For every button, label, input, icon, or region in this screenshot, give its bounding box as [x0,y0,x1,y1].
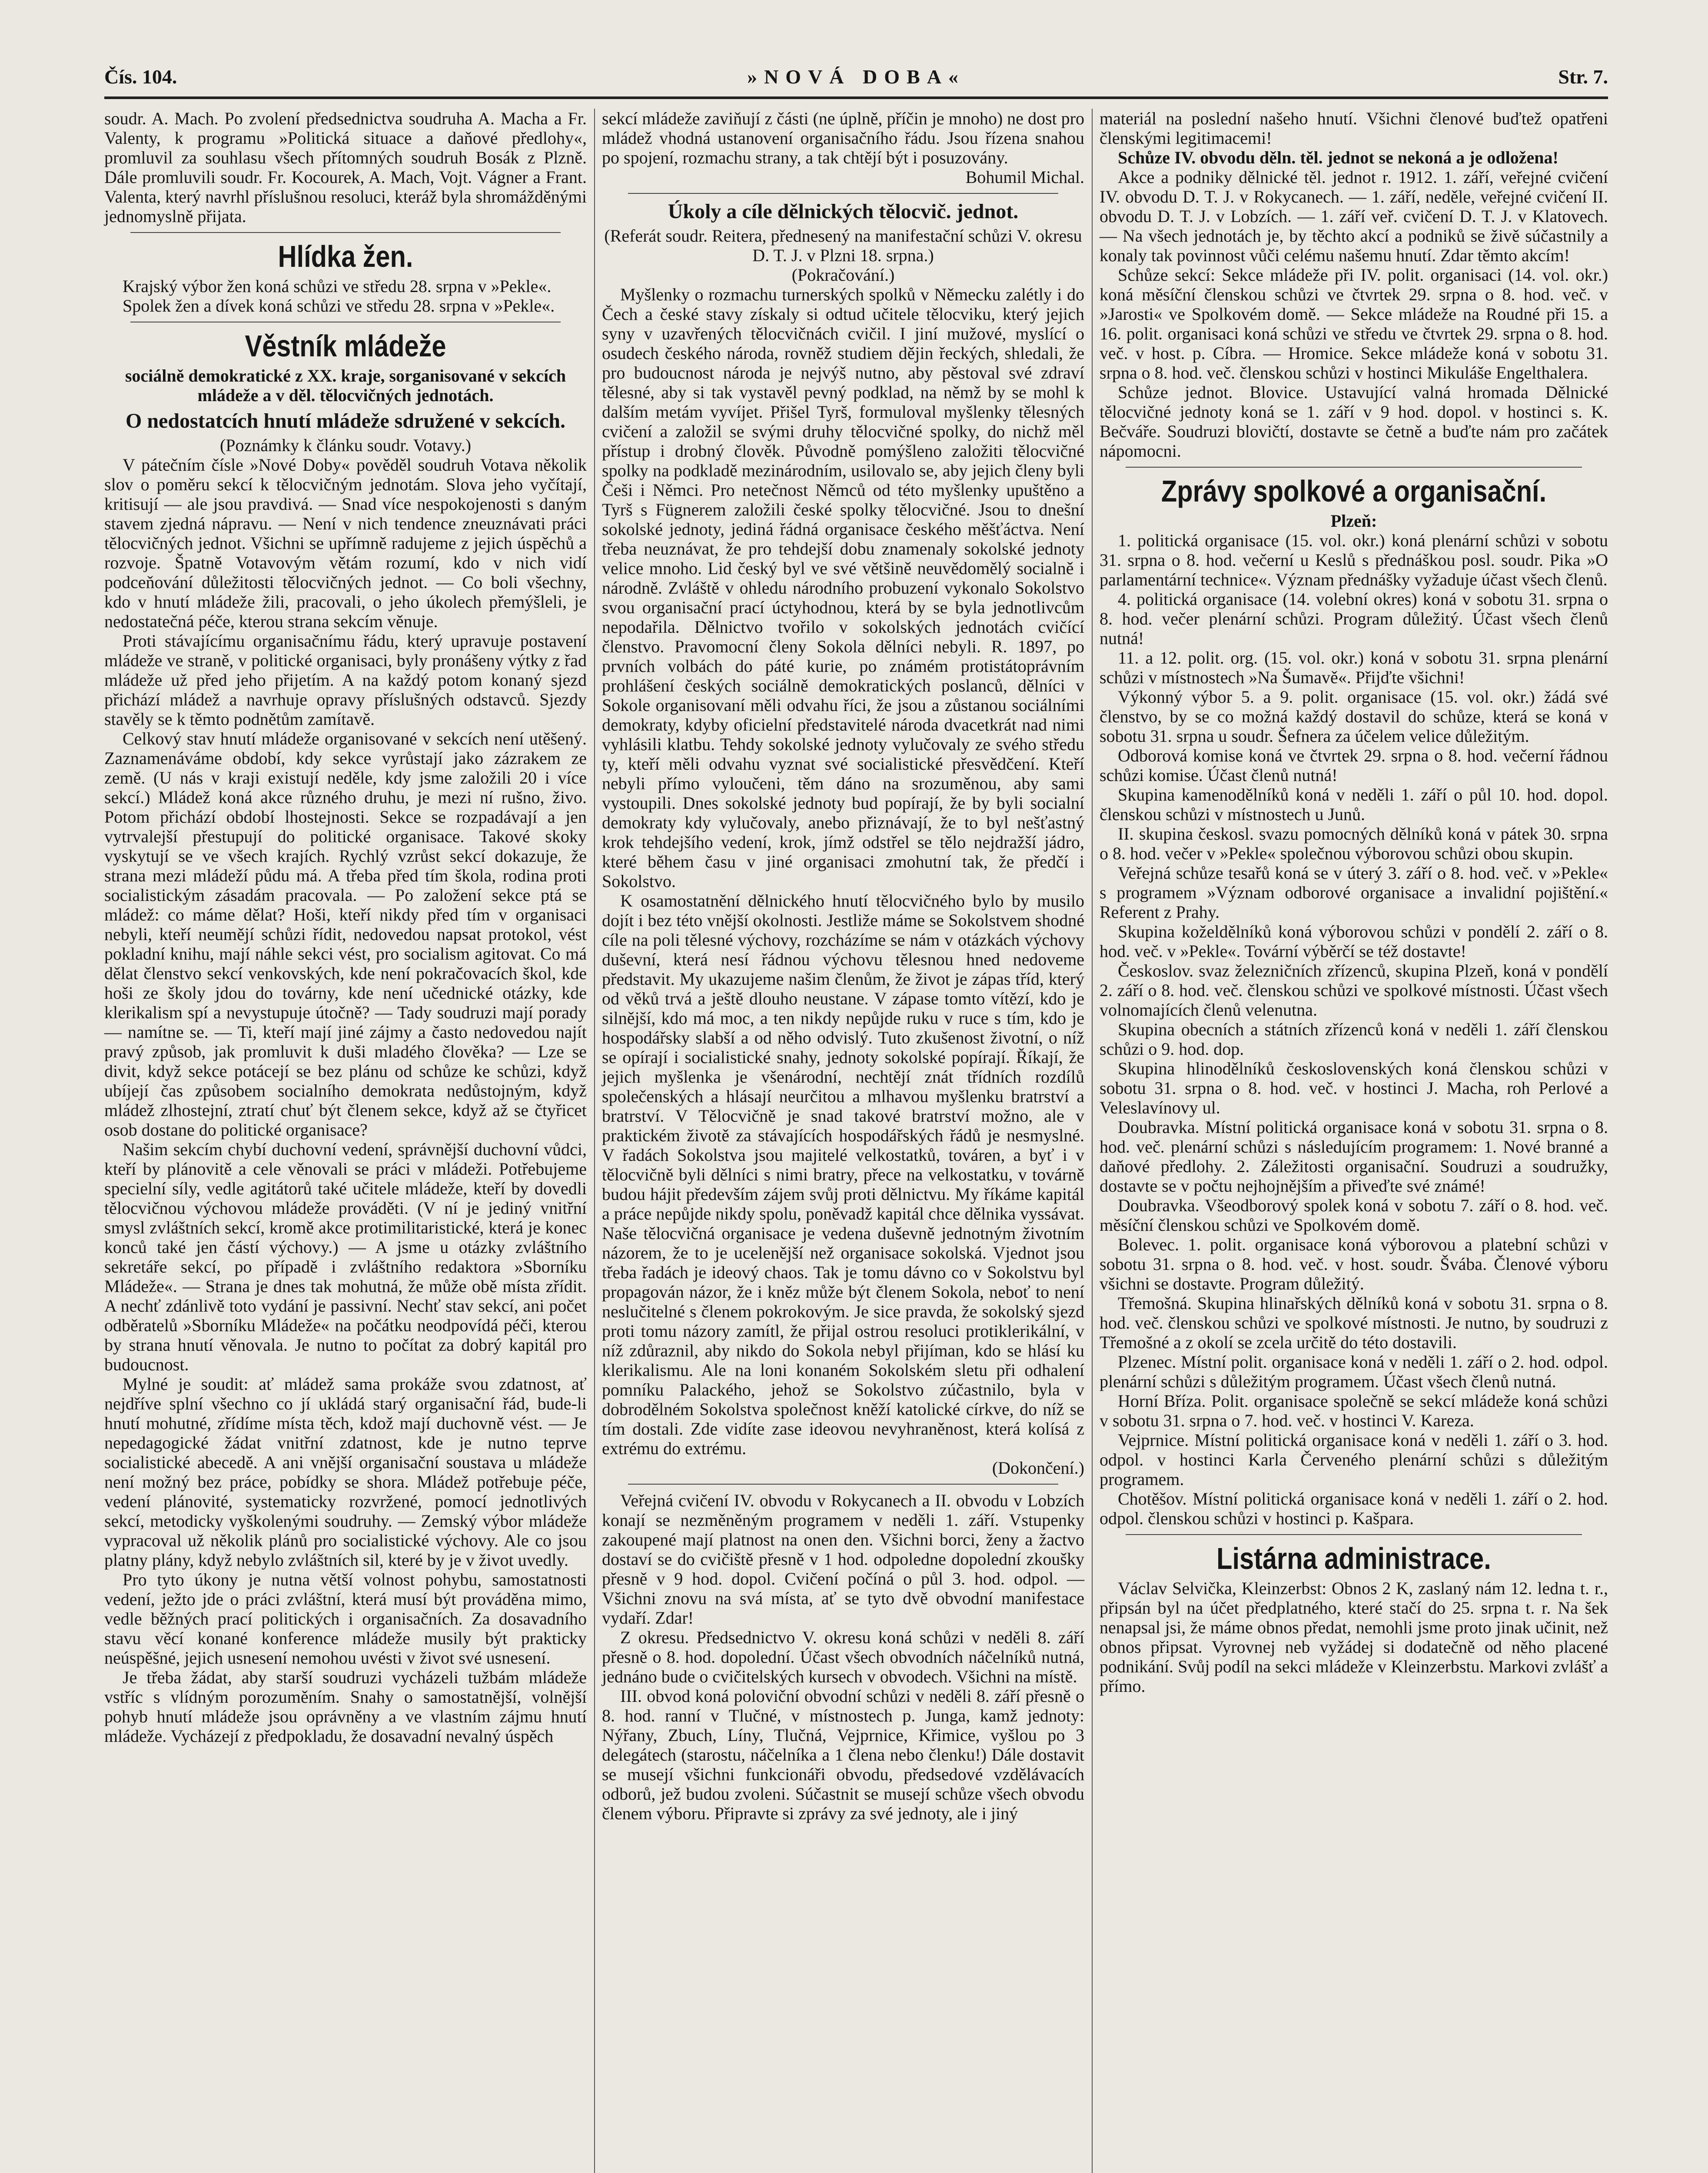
paragraph: Myšlenky o rozmachu turnerských spolků v Německu zalétly i do Čech a české stavy získaly si odtud učitele tělocviku, který jejich syny v uzavřených tělocvičnách cvičil. I jiní mužové, myslící o osudech českého národa, rovněž studiem dějin řeckých, shledali, že pro budoucnost národa je nejvýš nutno, aby pěstoval své zdraví tělesné, aby si tak vystavěl pevný podklad, na němž by se mohl k dalším metám vyvíjet. Přišel Tyrš, formuloval myšlenky tělesných cvičení a založil se svými druhy tělocvičné spolky, do nichž měl přístup i drobný člověk. Původně pomýšleno založiti tělocvičné spolky na podkladě mezinárodním, usilovalo se, aby jejich členy byli Češi i Němci. Pro netečnost Němců od této myšlenky upuštěno a Tyrš s Fügnerem založili české spolky tělocvičné. Jsou to dnešní sokolské jednoty, jediná řádná organisace českého měšťáctva. Není třeba neuznávat, že pro tehdejší dobu znamenaly sokolské jednoty velice mnoho. Lid český byl ve své většině neuvědomělý socialně i národně. Zvláště v ohledu národního probuzení vykonalo Sokolstvo svou organisační prací úctyhodnou, která by se byla jednotlivcům nepodařila. Dělnictvo tvořilo v sokolských jednotách cvičící členstvo. Pravomocní členy Sokola dělníci nebyli. R. 1897, po prvních volbách do páté kurie, po známém protistátoprávním prohlášení českých sociálně demokratických poslanců, dělníci v Sokole organisovaní měli odvahu říci, že jsou a zůstanou sociálními demokraty, kdyby oficielní představitelé národa dvacetkrát nad nimi vyhlásili klatbu. Tehdy sokolské jednoty vylučovaly ze svého středu ty, kteří měli odvahu vyznat své socialistické přesvědčení. Kteří nebyli přímo vyloučeni, těm dáno na srozuměnou, aby sami vystoupili. Dnes sokolské jednoty bud popírají, že by byli socialní demokraty kdy vylučovaly, anebo přiznávají, že to byl nešťastný krok tehdejšího vedení, krok, jímž odstřel se tělo nejdražší jádro, které během času v jiné organisaci zmohutní tak, že předčí i Sokolstvo. [602,285,1084,891]
notice: Spolek žen a dívek koná schůzi ve středu 28. srpna v »Pekle«. [123,296,555,316]
continuation-note: (Pokračování.) [791,265,895,285]
paragraph: Mylné je soudit: ať mládež sama prokáže svou zdatnost, ať nejdříve splní všechno co jí ukládá starý organisační řád, bude-li hnutí mohutné, zřídíme místa těch, kdož mají duchovně vést. — Je nepedagogické žádat vnitřní zdatnost, kde je nutno teprve socialistické abecedě. A ani vnější organisační soustava u mládeže není možný bez práce, pobídky se shora. Mládež potřebuje péče, vedení plánovité, systematicky rozvržené, pomocí jednotlivých sekcí, metodicky vyškolenými soudruhy. — Zemský výbor mládeže vypracoval už několik plánů pro socialistické výchovy. Ale co jsou platny plány, když nebylo zvláštních sil, které by je v život uvedly. [104,1374,587,1570]
section-title-vestnik: Věstník mládeže [245,329,446,363]
divider [628,193,1058,194]
notice: Třemošná. Skupina hlinařských dělníků koná v sobotu 31. srpna o 8. hod. več. členskou schůzi ve spolkové místnosti. Je nutno, by soudruzi z Třemošné a z okolí se zcela určitě do této dostavili. [1100,1293,1608,1352]
notice: Českoslov. svaz železničních zřízenců, skupina Plzeň, koná v pondělí 2. září o 8. hod. več. členskou schůzi ve spolkové místnosti. Účast všech volnomajících členů velenutna. [1100,961,1608,1020]
column-divider [594,109,595,2173]
article-title: Úkoly a cíle dělnických tělocvič. jednot. [668,200,1019,223]
section-title-zpravy: Zprávy spolkové a organisační. [1161,474,1547,508]
notice: 11. a 12. polit. org. (15. vol. okr.) koná v sobotu 31. srpna plenární schůzi v místnostech »Na Šumavě«. Přijďte všichni! [1100,648,1608,687]
section-subtitle: sociálně demokratické z XX. kraje, sorganisované v sekcích mládeže a v děl. tělocvičných jednotách. [125,366,566,405]
column-divider [1092,109,1093,2173]
page-header [104,65,1608,91]
divider [1126,1534,1582,1535]
paragraph: K osamostatnění dělnického hnutí tělocvičného bylo by musilo dojít i bez této vnější okolnosti. Jestliže máme se Sokolstvem shodné cíle na poli tělesné výchovy, rozcházíme se nám v otázkách výchovy duševní, která nesí řádnou výchovu tělesnou hned nedoveme představit. My ukazujeme našim členům, že život je zápas tříd, který od věků trvá a ještě dlouho neustane. V zápase tomto vítězí, kdo je silnější, kdo má moc, a ten nikdy nepůjde ruku v ruce s tím, kdo je hospodářsky slabší a od něho odvislý. Tuto zkušenost životní, o níž se opírají i socialistické snahy, jednoty sokolské popírají. Říkají, že jejich myšlenka je všenárodní, nechtějí znát třídních rozdílů společenských a hlásají neurčitou a mlhavou myšlenku bratrství a bratrství. V Tělocvičně je snad takové bratrství možno, ale v praktickém životě za stávajících hospodářských řádů je nesmyslné. V řadách Sokolstva jsou majitelé velkostatků, továren, a byť i v tělocvičně byli dělníci s nimi bratry, přece na velkostatku, v továrně budou hájit především zájem svůj proti dělnictvu. My říkáme kapitál a práce nepůjde nikdy spolu, poněvadž kapitál chce dělnika vyssávat. Naše tělocvičná organisace je vedena duševně jednotným životním názorem, že to je ucelenější než organisace sokolská. Vjednot jsou třeba řadách je ideový chaos. Tak je tomu dávno co v Sokolstvu byl propagován názor, že i kněz může být členem Sokola, neboť to není neslučitelné s členem pokrokovým. Je sice pravda, že sokolský sjezd proti tomu názory zamítl, že přijal ostrou resoluci protiklerikální, v níž zdůraznil, aby nikdo do Sokola nebyl přijíman, kdo se hlásí ku klerikalismu. Ale na loni konaném Sokolském sletu při odhalení pomníku Palackého, jehož se Sokolstvo zúčastnilo, byla v dobrodělném Sokolstva společnost kněží katolické církve, do níž se tím dostali. Zde vidíte zase ideovou nevyhraněnost, která kolísá z extrému do extrému. [602,891,1084,1458]
conclusion-note: (Dokončení.) [992,1458,1084,1478]
notice: 4. politická organisace (14. volební okres) koná v sobotu 31. srpna o 8. hod. večer plenární schůzi. Program důležitý. Účast všech členů nutná! [1100,589,1608,648]
paragraph: Je třeba žádat, aby starší soudruzi vycházeli tužbám mládeže vstříc s vlídným porozuměním. Snahy o samostatnější, volnější pohyb hnutí mládeže jsou oprávněny a ve vlastním zájmu hnutí mládeže. Vycházejí z předpokladu, že dosavadní nevalný úspěch [104,1668,587,1746]
notice: Skupina hlinodělníků československých koná členskou schůzi v sobotu 31. srpna o 8. hod. več. v hostinci J. Macha, roh Perlové a Veleslavínovy ul. [1100,1059,1608,1117]
notice: Doubravka. Místní politická organisace koná v sobotu 31. srpna o 8. hod. več. plenární schůzi s následujícím programem: 1. Nové branné a daňové předlohy. 2. Záležitosti organisační. Soudruzi a soudružky, dostavte se v počtu nejhojnějším a přiveďte své známé! [1100,1117,1608,1196]
column-1 [104,109,587,1746]
column-2 [602,109,1084,1823]
notice: Bolevec. 1. polit. organisace koná výborovou a platební schůzi v sobotu 31. srpna o 8. hod. več. v host. soudr. Švába. Členové výboru všichni se dostavte. Program důležitý. [1100,1235,1608,1293]
article-title: O nedostatcích hnutí mládeže sdružené v sekcích. [126,409,565,432]
paragraph: Pro tyto úkony je nutna větší volnost pohybu, samostatnosti vedení, ježto jde o práci zvláštní, která musí být prováděna mimo, vedle běžných prací politických i organisačních. Za dosavadního stavu věcí konané konference mládeže musily být prakticky neúspěšné, jejich usnesení nemohou uvésti v život své usnesení. [104,1570,587,1668]
notice: 1. politická organisace (15. vol. okr.) koná plenární schůzi v sobotu 31. srpna o 8. hod. večerní u Keslů s přednáškou posl. soudr. Pika »O parlamentární technice«. Význam přednášky vyžaduje účast všech členů. [1100,531,1608,589]
notice: Skupina koželdělníků koná výborovou schůzi v pondělí 2. září o 8. hod. več. v »Pekle«. Tovární výběrčí se též dostavte! [1100,922,1608,961]
paragraph: Proti stávajícímu organisačnímu řádu, který upravuje postavení mládeže ve straně, v politické organisaci, byly pronášeny výtky z řad mládeže už před jeho přijetím. A na každý potom konaný sjezd přichází mládež a navrhuje opravy příslušných odstavců. Sjezdy stavěly se k těmto podnětům zamítavě. [104,631,587,729]
paragraph: materiál na poslední našeho hnutí. Všichni členové buďtež opatřeni členskými legitimacemi! [1100,109,1608,148]
place-heading: Plzeň: [1330,511,1377,531]
masthead-title: »NOVÁ DOBA« [747,66,965,88]
notice: Veřejná schůze tesařů koná se v úterý 3. září o 8. hod. več. v »Pekle« s programem »Význam odborové organisace a invalidní pojištění.« Referent z Prahy. [1100,863,1608,922]
column-3 [1100,109,1608,1696]
divider [628,1484,1058,1485]
notice: II. skupina českosl. svazu pomocných dělníků koná v pátek 30. srpna o 8. hod. večer v »Pekle« společnou výborovou schůzi obou skupin. [1100,824,1608,863]
notice: Schůze sekcí: Sekce mládeže při IV. polit. organisaci (14. vol. okr.) koná měsíční členskou schůzi ve čtvrtek 29. srpna o 8. hod. več. v »Jarosti« ve Spolkovém domě. — Sekce mládeže na Roudné při 15. a 16. polit. organisaci koná schůzi ve středu ve čtvrtek 29. srpna o 8. hod. več. v host. p. Cíbra. — Hromice. Sekce mládeže koná v sobotu 31. srpna o 8. hod. več. členskou schůzi v hostinci Mikuláše Engelthalera. [1100,265,1608,382]
signature: Bohumil Michal. [965,167,1084,187]
notice: Chotěšov. Místní politická organisace koná v neděli 1. září o 2. hod. odpol. členskou schůzi v hostinci p. Kašpara. [1100,1489,1608,1528]
page-number: Str. 7. [1558,66,1608,88]
divider [130,232,561,233]
paragraph: V pátečním čísle »Nové Doby« pověděl soudruh Votava několik slov o poměru sekcí k tělocvičným jednotám. Slova jeho vyčítají, kritisují — ale jsou pravdivá. — Snad více nespokojenosti s daným stavem zjedná nápravu. — Není v nich tendence zneuznávati práci tělocvičných jednot. Všichni se upřímně radujeme z jejich úspěchů a rozvoje. Špatně Votavovým větám rozumí, kdo v nich vidí podceňování důležitosti tělocvičných jednot. — Co boli všechny, kdo v hnutí mládeže žili, pracovali, o jeho úkolech přemýšleli, je nedostatečná péče, kterou strana sekcím věnuje. [104,455,587,631]
notice: Krajský výbor žen koná schůzi ve středu 28. srpna v »Pekle«. [123,276,552,296]
notice: Horní Bříza. Polit. organisace společně se sekcí mládeže koná schůzi v sobotu 31. srpna o 7. hod. več. v hostinci V. Kareza. [1100,1391,1608,1430]
issue-number: Čís. 104. [104,66,177,88]
notice: Václav Selvička, Kleinzerbst: Obnos 2 K, zaslaný nám 12. ledna t. r., připsán byl na účet předplatného, které stačí do 25. srpna t. r. Na šek nenapsal jsi, že máme obnos předat, nemohli jsme proto jinak učinit, než obnos připsat. Vyrovnej neb vyžádej si dodatečně od něho placené podnikání. Svůj podíl na sekci mládeže v Kleinzerbstu. Markovi zvlášť a přímo. [1100,1578,1608,1696]
section-title-listarna: Listárna administrace. [1216,1542,1491,1575]
paragraph: sekcí mládeže zaviňují z části (ne úplně, příčin je mnoho) ne dost pro mládež vhodná ustanovení organisačního řádu. Jsou řízena snahou po spojení, rozmachu strany, a tak chtějí být i posuzovány. [602,109,1084,167]
notice: Vejprnice. Místní politická organisace koná v neděli 1. září o 3. hod. odpol. v hostinci Karla Červeného plenární schůzi s důležitým programem. [1100,1430,1608,1489]
notice: Plzenec. Místní polit. organisace koná v neděli 1. září o 2. hod. odpol. plenární schůzi s důležitým programem. Účast všech členů nutná. [1100,1352,1608,1391]
notice: Veřejná cvičení IV. obvodu v Rokycanech a II. obvodu v Lobzích konají se nezměněným programem v neděli 1. září. Vstupenky zakoupené mají platnost na onen den. Všichni borci, ženy a žactvo dostaví se do cvičiště přesně v 1 hod. odpoledne dopolední zkoušky přesně v 9 hod. dopol. Cvičení počíná o půl 3. hod. odpol. — Všichni znovu na svá místa, ať se tyto dvě obvodní manifestace vydaří. Zdar! [602,1491,1084,1628]
header-rule [104,96,1608,99]
divider [1126,467,1582,468]
notice: III. obvod koná poloviční obvodní schůzi v neděli 8. září přesně o 8. hod. ranní v Tlučné, v místnostech p. Junga, kamž jednoty: Nýřany, Zbuch, Líny, Tlučná, Vejprnice, Křimice, vyšlou po 3 delegátech (starostu, náčelníka a 1 člena nebo členku!) Dále dostavit se musejí všichni funkcionáři obvodu, předsedové vzdělávacích odborů, jež budou zvoleni. Súčastnit se musejí schůze všech obvodu členem výboru. Připravte si zprávy za své jednoty, ale i jiný [602,1686,1084,1823]
paragraph: soudr. A. Mach. Po zvolení předsednictva soudruha A. Macha a Fr. Valenty, k programu »Politická situace a daňové předlohy«, promluvil za souhlasu všech přítomných soudruh Bosák z Plzně. Dále promluvili soudr. Fr. Kocourek, A. Mach, Vojt. Vágner a Frant. Valenta, který navrhl příslušnou resoluci, kteráž byla shromážděnými jednomyslně přijata. [104,109,587,226]
notice: Odborová komise koná ve čtvrtek 29. srpna o 8. hod. večerní řádnou schůzi komise. Účast členů nutná! [1100,746,1608,785]
notice: Skupina kamenodělníků koná v neděli 1. září o půl 10. hod. dopol. členskou schůzi v místnostech u Junů. [1100,785,1608,824]
notice: Výkonný výbor 5. a 9. polit. organisace (15. vol. okr.) žádá své členstvo, by se co možná každý dostavil do schůze, která se koná v sobotu 31. srpna u soudr. Šefnera za účelem velice důležitým. [1100,687,1608,746]
article-note: (Poznámky k článku soudr. Votavy.) [219,435,472,455]
notice: Akce a podniky dělnické těl. jednot r. 1912. 1. září, veřejné cvičení IV. obvodu D. T. J. v Rokycanech. — 1. září, neděle, veřejné cvičení II. obvodu D. T. J. v Lobzích. — 1. září veř. cvičení D. T. J. v Klatovech. — Na všech jednotách je, by těchto akcí a podniků se živě súčastnily a konaly tak povinnost vůči celému našemu hnutí. Zdar těmto akcím! [1100,167,1608,265]
paragraph: Našim sekcím chybí duchovní vedení, správnější duchovní vůdci, kteří by plánovitě a cele věnovali se práci v mládeži. Potřebujeme specielní síly, vedle agitátorů také učitele mládeže, kteří by dovedli tělocvičnou výchovou mládeže prováděti. (V ní je jediný vnitřní smysl zvláštních sekcí, kromě akce protimilitaristické, která je konec konců také jen částí výchovy.) — A jsme u otázky zvláštního sekretáře sekcí, po případě i zvláštního redaktora »Sborníku Mládeže«. — Strana je dnes tak mohutná, že může obě místa zřídit. A nechť zdánlivě toto vydání je passivní. Nechť stav sekcí, ani počet odběratelů »Sborníku Mládeže« na počátku neodpovídá péči, kterou by strana hnutí věnovala. Je nutno to počítat za dobrý kapitál pro budoucnost. [104,1140,587,1374]
notice: Skupina obecních a státních zřízenců koná v neděli 1. září členskou schůzi o 9. hod. dop. [1100,1020,1608,1059]
notice: Doubravka. Všeodborový spolek koná v sobotu 7. září o 8. hod. več. měsíční členskou schůzi ve Spolkovém domě. [1100,1196,1608,1235]
section-title-hlidka: Hlídka žen. [278,239,413,273]
article-subtitle: (Referát soudr. Reitera, přednesený na manifestační schůzi V. okresu D. T. J. v Plzni 18. srpna.) [604,226,1082,265]
notice: Schůze jednot. Blovice. Ustavující valná hromada Dělnické tělocvičné jednoty koná se 1. září v 9 hod. dopol. v hostinci s. K. Bečváře. Soudruzi blovičtí, dostavte se četně a buďte nám pro začátek nápomocni. [1100,382,1608,461]
notice: Z okresu. Předsednictvo V. okresu koná schůzi v neděli 8. září přesně o 8. hod. dopolední. Účast všech obvodních náčelníků nutná, jednáno bude o cvičitelských kursech v obvodech. Všichni na místě. [602,1628,1084,1686]
paragraph: Celkový stav hnutí mládeže organisované v sekcích není utěšený. Zaznamenáváme období, kdy sekce vyrůstají jako zázrakem ze země. (U nás v kraji existují neděle, kdy jsme založili 20 i více sekcí.) Mládež koná akce různého druhu, je mezi ní rušno, živo. Potom přichází období lhostejnosti. Sekce se rozpadávají a jen vytrvalejší přestupují do politické organisace. Takové skoky vyskytují se ve všech krajích. Rychlý vzrůst sekcí dokazuje, že strana mezi mládeží půdu má. A třeba před tím škola, rodina proti socialistickým zásadám pracovala. — Po založení sekce ptá se mládež: co máme dělat? Hoši, kteří nikdy před tím v organisaci nebyli, kteří neumějí schůzi řídit, nedovedou napsat protokol, vést pokladní knihu, mají náhle sekci vést, pro socialism agitovat. Co má dělat členstvo sekcí venkovských, kde není pokračovacích škol, kde hoši ze školy jdou do továrny, kde není učednické otázky, kde klerikalism spí a nevystupuje útočně? — Tady soudruzi mají porady — namítne se. — Ti, kteří mají jiné zájmy a často nedovedou najít pravý způsob, jak promluvit k duši mladého člověka? — Lze se divit, když sekce potácejí se bez plánu od schůze ke schůzi, když ubíjejí čas způsobem socialního demokrata nedůstojným, když mládež zlhostejní, ztratí chuť být členem sekce, když až se čtyřicet osob dostane do politické organisace? [104,729,587,1140]
notice: Schůze IV. obvodu děln. těl. jednot se nekoná a je odložena! [1118,148,1558,167]
